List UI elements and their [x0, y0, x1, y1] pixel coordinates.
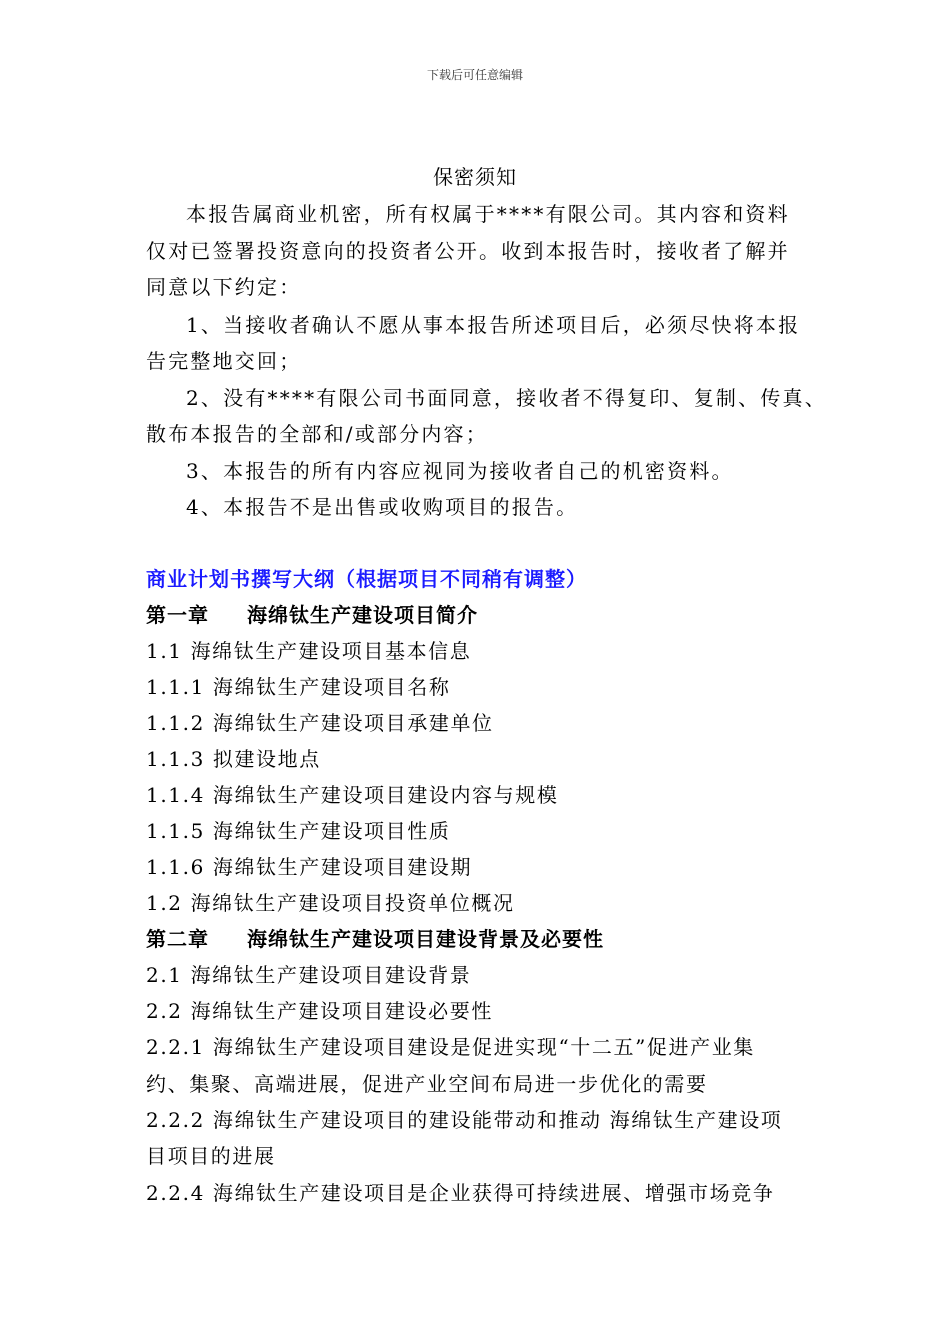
toc-item: 1.1.3 拟建设地点	[146, 747, 321, 771]
notice-line: 散布本报告的全部和/或部分内容；	[146, 422, 488, 446]
toc-item: 1.1.4 海绵钛生产建设项目建设内容与规模	[146, 783, 559, 807]
toc-item: 1.1.5 海绵钛生产建设项目性质	[146, 819, 451, 843]
toc-item: 1.1.2 海绵钛生产建设项目承建单位	[146, 711, 494, 735]
toc-item: 1.1.1 海绵钛生产建设项目名称	[146, 675, 451, 699]
notice-line: 告完整地交回；	[146, 349, 302, 373]
notice-title: 保密须知	[433, 165, 517, 189]
chapter-title: 海绵钛生产建设项目简介	[247, 603, 478, 627]
chapter-number: 第二章	[146, 927, 209, 951]
notice-item: 2、没有****有限公司书面同意，接收者不得复印、复制、传真、	[186, 386, 827, 410]
notice-item: 4、本报告不是出售或收购项目的报告。	[186, 495, 579, 519]
toc-item: 2.2.4 海绵钛生产建设项目是企业获得可持续进展、增强市场竞争	[146, 1181, 775, 1205]
notice-line: 本报告属商业机密，所有权属于****有限公司。其内容和资料	[186, 202, 790, 226]
chapter-heading	[146, 599, 478, 628]
toc-item: 1.2 海绵钛生产建设项目投资单位概况	[146, 891, 515, 915]
toc-item: 2.1 海绵钛生产建设项目建设背景	[146, 963, 472, 987]
toc-item: 2.2.1 海绵钛生产建设项目建设是促进实现“十二五”促进产业集	[146, 1035, 755, 1059]
toc-item: 1.1.6 海绵钛生产建设项目建设期	[146, 855, 473, 879]
toc-item: 2.2 海绵钛生产建设项目建设必要性	[146, 999, 493, 1023]
chapter-title: 海绵钛生产建设项目建设背景及必要性	[247, 927, 604, 951]
toc-item-cont: 约、集聚、高端进展，促进产业空间布局进一步优化的需要	[146, 1072, 708, 1096]
toc-item: 1.1 海绵钛生产建设项目基本信息	[146, 639, 472, 663]
notice-line: 同意以下约定：	[146, 275, 302, 299]
toc-item-cont: 目项目的进展	[146, 1144, 276, 1168]
page-header: 下载后可任意编辑	[426, 68, 523, 82]
toc-item: 2.2.2 海绵钛生产建设项目的建设能带动和推动 海绵钛生产建设项	[146, 1108, 783, 1132]
notice-line: 仅对已签署投资意向的投资者公开。收到本报告时，接收者了解并	[146, 239, 790, 263]
notice-item: 3、本报告的所有内容应视同为接收者自己的机密资料。	[186, 459, 734, 483]
notice-item: 1、当接收者确认不愿从事本报告所述项目后，必须尽快将本报	[186, 313, 801, 337]
chapter-heading	[146, 923, 604, 952]
chapter-number: 第一章	[146, 603, 209, 627]
outline-heading: 商业计划书撰写大纲（根据项目不同稍有调整）	[146, 567, 587, 591]
